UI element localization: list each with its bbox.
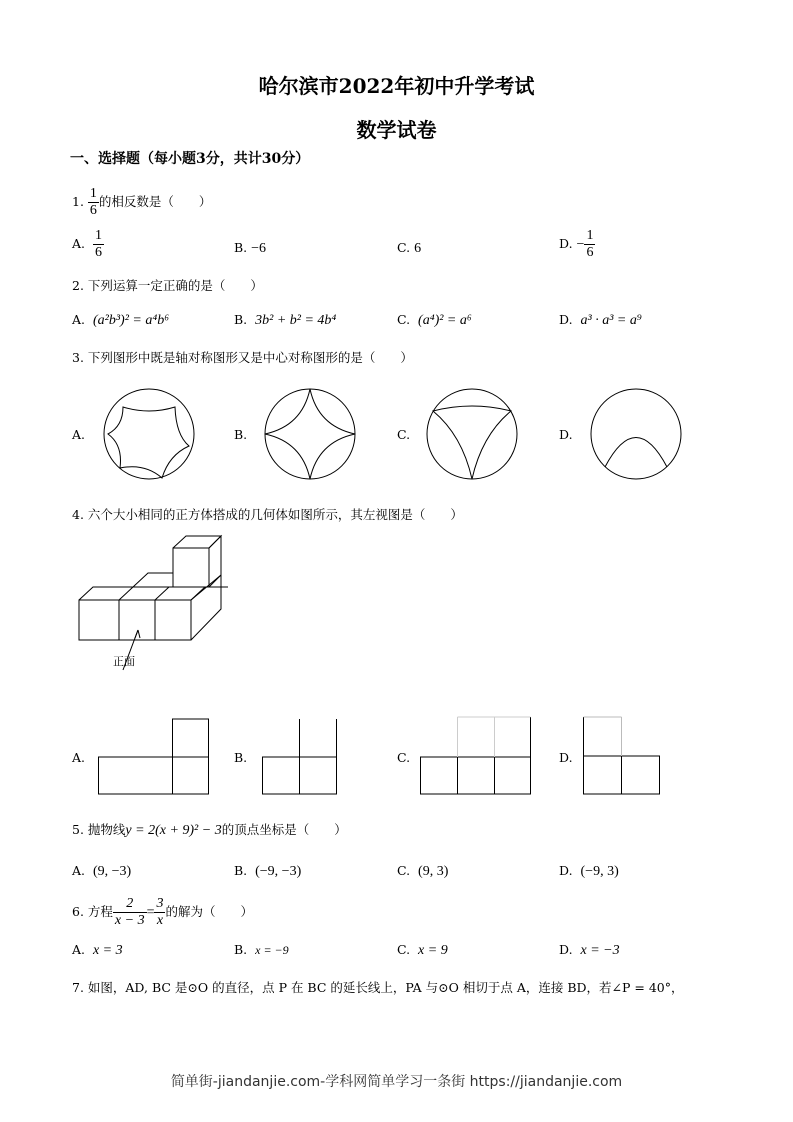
q3-option-c-label[interactable]: C. (397, 427, 411, 442)
page-footer: 简单街-jiandanjie.com-学科网简单学习一条街 https://jiandanjie.com (170, 1074, 623, 1090)
q5-formula: y = 2(x + 9)² − 3 (125, 823, 222, 838)
q4-view-c[interactable] (420, 716, 532, 796)
q6-option-d[interactable]: D. x = −3 (559, 942, 620, 958)
exam-subtitle: 数学试卷 (356, 118, 437, 142)
q3-figure-b[interactable] (264, 388, 356, 480)
q4-option-a-label[interactable]: A. (72, 750, 86, 765)
q4-solid-figure (78, 535, 228, 670)
question-1 (72, 186, 211, 219)
exam-title: 哈尔滨市2022年初中升学考试 (258, 74, 535, 98)
q6-option-b[interactable]: B. x = −9 (234, 942, 289, 957)
q1-fraction: $\frac{1}{6}$ (89, 186, 97, 219)
q1-number: 1. (72, 194, 84, 210)
q2-option-a[interactable]: A. (a²b³)² = a⁴b⁶ (72, 312, 170, 328)
q6-option-a[interactable]: A. x = 3 (72, 942, 123, 958)
q3-figure-a[interactable] (103, 388, 195, 480)
q4-front-label: 正面 (113, 655, 135, 668)
q5-option-d[interactable]: D. (−9, 3) (559, 863, 619, 879)
q3-option-d-label[interactable]: D. (559, 427, 573, 442)
q2-option-b[interactable]: B. 3b² + b² = 4b⁴ (234, 312, 337, 328)
q6-option-c[interactable]: C. x = 9 (397, 942, 448, 958)
q5-option-c[interactable]: C. (9, 3) (397, 863, 449, 879)
question-2: 2. 下列运算一定正确的是（ ） (72, 278, 263, 293)
q1-option-d[interactable]: D. − $\frac{1}{6}$ (559, 228, 594, 261)
section-heading: 一、选择题（每小题3分，共计30分） (70, 151, 310, 167)
q3-option-a-label[interactable]: A. (72, 427, 86, 442)
q1-option-c[interactable]: C. 6 (397, 240, 422, 256)
q5-option-b[interactable]: B. (−9, −3) (234, 863, 302, 879)
question-3: 3. 下列图形中既是轴对称图形又是中心对称图形的是（ ） (72, 350, 413, 365)
question-4: 4. 六个大小相同的正方体搭成的几何体如图所示，其左视图是（ ） (72, 507, 463, 522)
q3-figure-c[interactable] (426, 388, 518, 480)
q4-option-b-label[interactable]: B. (234, 750, 248, 765)
q5-option-a[interactable]: A. (9, −3) (72, 863, 132, 879)
question-5: 5. 抛物线y = 2(x + 9)² − 3的顶点坐标是（ ） (72, 822, 347, 838)
q4-view-b[interactable] (262, 718, 338, 796)
q2-option-d[interactable]: D. a³ · a³ = a⁹ (559, 312, 642, 328)
q3-option-b-label[interactable]: B. (234, 427, 248, 442)
q1-option-b[interactable]: B. −6 (234, 240, 267, 256)
question-7: 7. 如图，AD, BC 是⊙O 的直径，点 P 在 BC 的延长线上，PA 与⊙O 相切于点 A，连接 BD，若∠P = 40°， (72, 980, 684, 995)
q4-view-d[interactable] (583, 716, 661, 796)
question-6: 6. 方程 $\frac{2}{x - 3}$ = $\frac{3}{x}$ 的解为（ ） (72, 896, 253, 929)
q4-option-d-label[interactable]: D. (559, 750, 573, 765)
q4-option-c-label[interactable]: C. (397, 750, 411, 765)
q1-option-a[interactable]: A. $\frac{1}{6}$ (72, 228, 102, 261)
q3-figure-d[interactable] (590, 388, 682, 480)
q1-text: 的相反数是（ ） (98, 194, 212, 210)
q4-view-a[interactable] (98, 718, 210, 796)
q2-option-c[interactable]: C. (a⁴)² = a⁶ (397, 312, 472, 328)
